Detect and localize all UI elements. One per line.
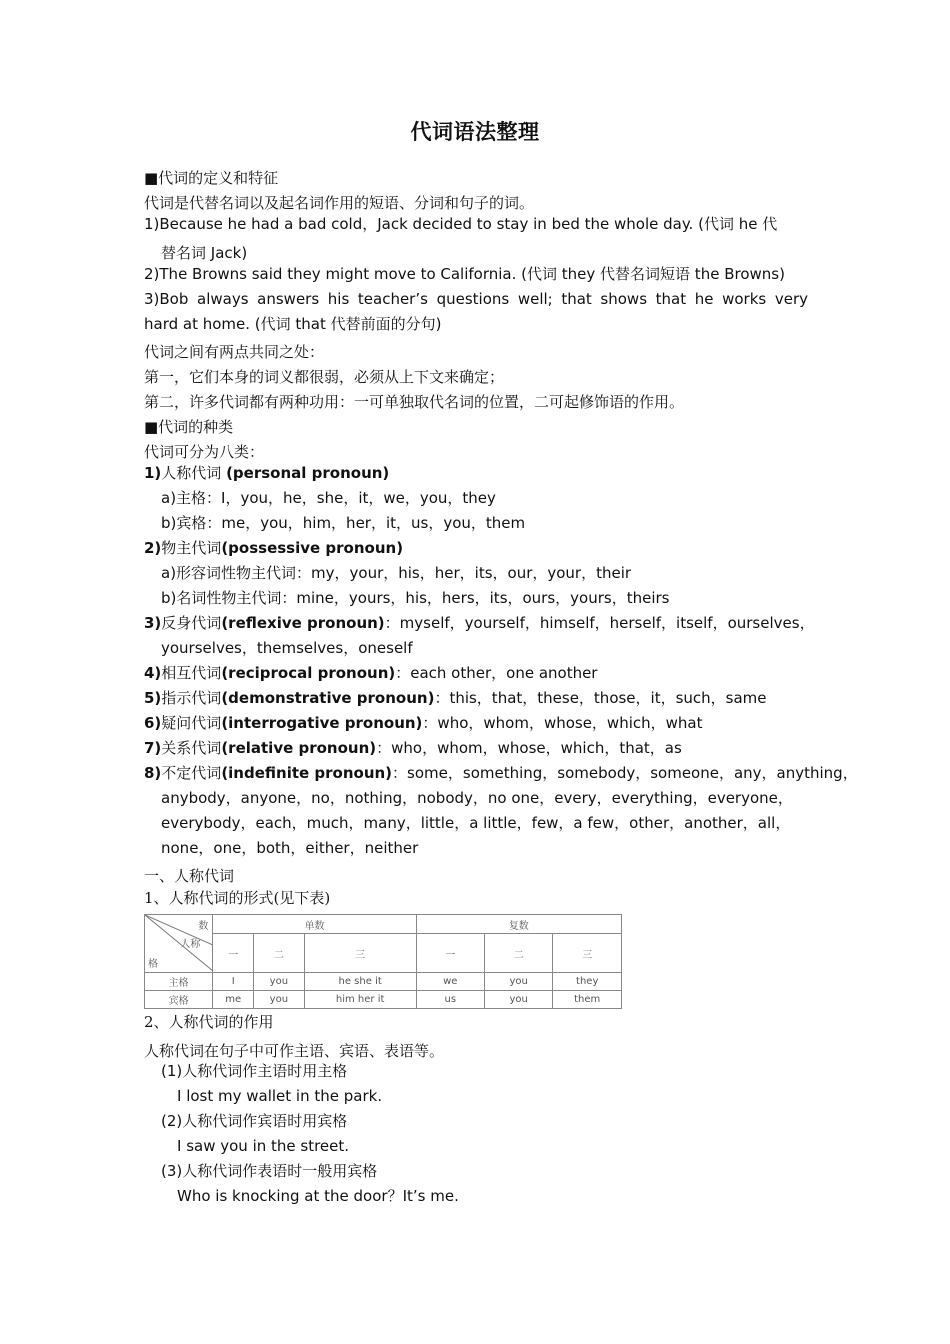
usage-predicative-example: Who is knocking at the door？It’s me. xyxy=(177,1187,459,1205)
person-first: 一 xyxy=(213,934,254,973)
table-cell: him her it xyxy=(304,991,416,1009)
table-cell: we xyxy=(416,973,484,991)
row-label: 主格 xyxy=(145,973,213,991)
personal-usage-description: 人称代词在句子中可作主语、宾语、表语等。 xyxy=(144,1042,445,1060)
table-cell: us xyxy=(416,991,484,1009)
usage-predicative-rule: (3)人称代词作表语时一般用宾格 xyxy=(161,1162,378,1180)
category-number: 6) xyxy=(144,714,162,732)
possessive-noun: b)名词性物主代词：mine，yours，his，hers，its，ours，yours，theirs xyxy=(161,589,670,607)
example-1-line-2: 替名词 Jack) xyxy=(161,244,248,262)
category-number: 7) xyxy=(144,739,162,757)
category-en: (interrogative pronoun) xyxy=(221,714,423,732)
table-cell: them xyxy=(553,991,622,1009)
indefinite-continued-1: anybody，anyone，no，nothing，nobody，no one，every，everything，everyone， xyxy=(161,789,793,807)
person-second: 二 xyxy=(254,934,305,973)
category-number: 3) xyxy=(144,614,162,632)
possessive-adjective: a)形容词性物主代词：my，your，his，her，its，our，your，their xyxy=(161,564,632,582)
table-cell: you xyxy=(254,973,305,991)
category-number: 2) xyxy=(144,539,162,557)
category-en: (possessive pronoun) xyxy=(221,539,404,557)
indefinite-continued-3: none，one，both，either，neither xyxy=(161,839,419,857)
types-intro: 代词可分为八类： xyxy=(144,443,265,461)
category-number: 5) xyxy=(144,689,162,707)
category-number: 4) xyxy=(144,664,162,682)
definition-text: 代词是代替名词以及起名词作用的短语、分词和句子的词。 xyxy=(144,194,535,212)
table-cell: you xyxy=(484,973,552,991)
personal-usage-heading: 2、人称代词的作用 xyxy=(144,1013,274,1031)
table-cell: he she it xyxy=(304,973,416,991)
category-number: 8) xyxy=(144,764,162,782)
category-cn: 反身代词 xyxy=(161,614,222,632)
category-en: (reflexive pronoun) xyxy=(221,614,385,632)
reflexive-continued: yourselves，themselves，oneself xyxy=(161,639,413,657)
category-cn: 指示代词 xyxy=(161,689,222,707)
category-reciprocal xyxy=(144,663,808,683)
usage-subject-example: I lost my wallet in the park. xyxy=(177,1087,383,1105)
usage-object-rule: (2)人称代词作宾语时用宾格 xyxy=(161,1112,348,1130)
table-cell: me xyxy=(213,991,254,1009)
usage-object-example: I saw you in the street. xyxy=(177,1137,350,1155)
singular-header: 单数 xyxy=(213,915,416,934)
example-3-line-2: hard at home. (代词 that 代替前面的分句) xyxy=(144,315,442,333)
person-third: 三 xyxy=(304,934,416,973)
diag-person-label: 人称 xyxy=(180,939,201,950)
category-members: ：each other，one another xyxy=(395,664,598,682)
category-en: (demonstrative pronoun) xyxy=(221,689,435,707)
common-point-first: 第一，它们本身的词义都很弱，必须从上下文来确定； xyxy=(144,368,505,386)
personal-objective: b)宾格：me，you，him，her，it，us，you，them xyxy=(161,514,526,532)
common-point-second: 第二，许多代词都有两种功用：一可单独取代名词的位置，二可起修饰语的作用。 xyxy=(144,393,685,411)
category-cn: 人称代词 xyxy=(161,464,227,482)
category-indefinite xyxy=(144,763,858,783)
row-label: 宾格 xyxy=(145,991,213,1009)
category-number: 1) xyxy=(144,464,162,482)
section-heading-definition: ■代词的定义和特征 xyxy=(144,169,279,187)
section-personal-heading: 一、人称代词 xyxy=(144,867,235,885)
category-en: (indefinite pronoun) xyxy=(221,764,393,782)
section-heading-types: ■代词的种类 xyxy=(144,418,234,436)
personal-pronoun-table xyxy=(144,914,622,1009)
diag-case-label: 格 xyxy=(148,959,158,970)
table-cell: I xyxy=(213,973,254,991)
table-cell: you xyxy=(484,991,552,1009)
category-relative xyxy=(144,738,808,758)
category-demonstrative xyxy=(144,688,808,708)
category-reflexive xyxy=(144,613,815,633)
person-third: 三 xyxy=(553,934,622,973)
personal-subjective: a)主格：I，you，he，she，it，we，you，they xyxy=(161,489,496,507)
category-cn: 不定代词 xyxy=(161,764,222,782)
plural-header: 复数 xyxy=(416,915,621,934)
category-cn: 物主代词 xyxy=(161,539,222,557)
category-members: ：who，whom，whose，which，that，as xyxy=(376,739,682,757)
category-members: ：this，that，these，those，it，such，same xyxy=(434,689,767,707)
table-row xyxy=(145,973,622,991)
common-points-intro: 代词之间有两点共同之处： xyxy=(144,343,325,361)
category-cn: 疑问代词 xyxy=(161,714,222,732)
diag-number-label: 数 xyxy=(198,921,209,932)
table-cell: you xyxy=(254,991,305,1009)
category-possessive xyxy=(144,538,808,558)
page-title: 代词语法整理 xyxy=(410,120,540,144)
category-en: (relative pronoun) xyxy=(221,739,377,757)
person-second: 二 xyxy=(484,934,552,973)
category-cn: 关系代词 xyxy=(161,739,222,757)
usage-subject-rule: (1)人称代词作主语时用主格 xyxy=(161,1062,348,1080)
category-cn: 相互代词 xyxy=(161,664,222,682)
category-interrogative xyxy=(144,713,808,733)
table-diagonal-header xyxy=(145,915,213,973)
table-cell: they xyxy=(553,973,622,991)
category-members: ：who，whom，whose，which，what xyxy=(422,714,703,732)
category-members: ：myself，yourself，himself，herself，itself，ourselves， xyxy=(384,614,815,632)
category-en: (reciprocal pronoun) xyxy=(221,664,396,682)
example-1-line-1: 1)Because he had a bad cold，Jack decided to stay in bed the whole day. (代词 he 代 xyxy=(144,215,778,233)
category-en: (personal pronoun) xyxy=(226,464,390,482)
table-row xyxy=(145,991,622,1009)
example-3-line-1: 3)Bob always answers his teacher’s questions well; that shows that he works very xyxy=(144,290,808,308)
indefinite-continued-2: everybody，each，much，many，little，a little，few，a few，other，another，all， xyxy=(161,814,791,832)
example-2: 2)The Browns said they might move to California. (代词 they 代替名词短语 the Browns) xyxy=(144,265,785,283)
category-personal xyxy=(144,463,808,483)
person-first: 一 xyxy=(416,934,484,973)
personal-form-heading: 1、人称代词的形式(见下表) xyxy=(144,889,331,907)
category-members: ：some，something，somebody，someone，any，anything， xyxy=(392,764,858,782)
